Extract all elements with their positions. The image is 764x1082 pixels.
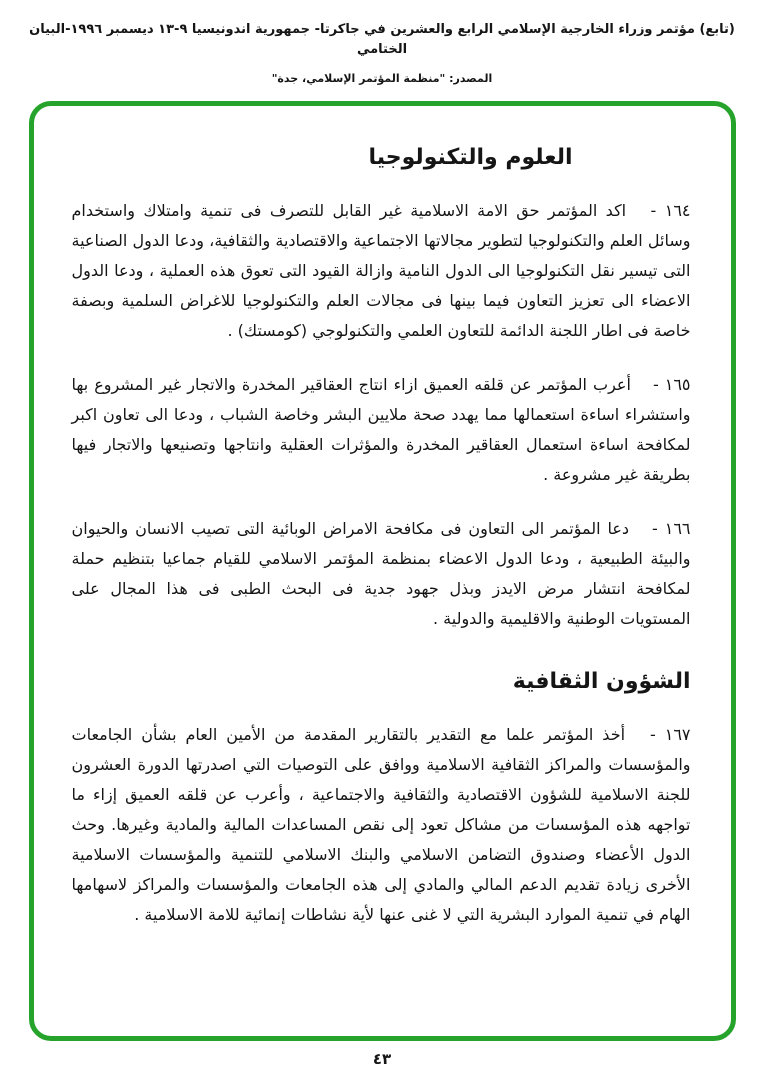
header-source: المصدر: "منظمة المؤتمر الإسلامي، جدة" bbox=[271, 72, 493, 85]
section-title-cultural-affairs: الشؤون الثقافية bbox=[512, 669, 691, 694]
paragraph-number: ١٦٥ - bbox=[652, 375, 691, 394]
section-title-science-technology: العلوم والتكنولوجيا bbox=[368, 145, 573, 170]
paragraph-text: أعرب المؤتمر عن قلقه العميق ازاء انتاج العقاقير المخدرة والاتجار غير المشروع بها واستشراء اساءة استعمالها مما يهدد صحة ملايين البشر وخاصة الشباب ، ودعا الى تعاون اكبر لمكافحة اساءة استعمال العقاقير المخدرة والمؤثرات العقلية وانتاجها وتصنيعها والاتجار فيها بطريقة غير مشروعة . bbox=[71, 375, 691, 484]
paragraph-number: ١٦٦ - bbox=[651, 519, 691, 538]
paragraph-166 bbox=[72, 514, 691, 634]
paragraph-number: ١٦٧ - bbox=[650, 725, 691, 744]
paragraph-text: أخذ المؤتمر علما مع التقدير بالتقارير المقدمة من الأمين العام بشأن الجامعات والمؤسسات والمراكز الثقافية الاسلامية ووافق على التوصيات التي اصدرتها الدورة العشرون للجنة الاسلامية للشؤون الاقتصادية والثقافية والاجتماعية ، وأعرب عن قلقه العميق إزاء ما تواجهه هذه المؤسسات من مشاكل تعود إلى نقص المساعدات المالية والمادية وغيرها. وحث الدول الأعضاء وصندوق التضامن الاسلامي والبنك الاسلامي للتنمية والمؤسسات الاسلامية الأخرى زيادة تقديم الدعم المالي والمادي إلى هذه الجامعات والمؤسسات والمراكز لاسهامها الهام في تنمية الموارد البشرية التي لا غنى عنها لأية نشاطات إنمائية للامة الاسلامية . bbox=[71, 725, 691, 924]
paragraph-167 bbox=[72, 720, 691, 930]
paragraph-number: ١٦٤ - bbox=[650, 201, 691, 220]
page-number: ٤٣ bbox=[372, 1050, 392, 1068]
content-box bbox=[29, 101, 736, 1041]
header-title: (تابع) مؤتمر وزراء الخارجية الإسلامي الرابع والعشرين في جاكرتا- جمهورية اندونيسيا ٩-١٣ ديسمبر ١٩٩٦-البيان الختامي bbox=[29, 22, 735, 57]
document-header bbox=[0, 0, 764, 85]
paragraph-text: دعا المؤتمر الى التعاون فى مكافحة الامراض الوبائية التى تصيب الانسان والحيوان والبيئة الطبيعية ، ودعا الدول الاعضاء بمنظمة المؤتمر الاسلامي للقيام جماعيا بتنظيم حملة لمكافحة انتشار مرض الايدز وبذل جهود جدية فى البحث الطبى فى هذا المجال على المستويات الوطنية والاقليمية والدولية . bbox=[71, 519, 691, 628]
paragraph-165 bbox=[72, 370, 691, 490]
paragraph-text: اكد المؤتمر حق الامة الاسلامية غير القابل للتصرف فى تنمية وامتلاك واستخدام وسائل العلم والتكنولوجيا لتطوير مجالاتها الاجتماعية والاقتصادية والثقافية، ودعا الدول الصناعية التى تيسير نقل التكنولوجيا الى الدول النامية وازالة القيود التى تعوق هذه العملية ، ودعا الدول الاعضاء الى تعزيز التعاون فيما بينها فى مجالات العلم والتكنولوجيا للاغراض السلمية وبصفة خاصة فى اطار اللجنة الدائمة للتعاون العلمي والتكنولوجي (كومستك) . bbox=[71, 201, 691, 340]
paragraph-164 bbox=[72, 196, 691, 346]
